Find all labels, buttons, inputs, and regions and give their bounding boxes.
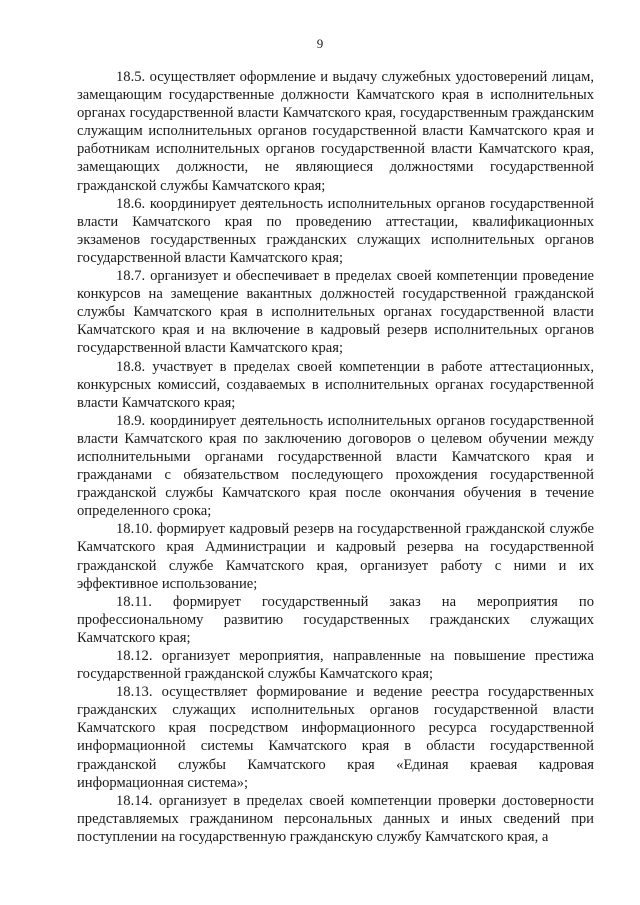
- paragraph-18-11: 18.11. формирует государственный заказ на мероприятия по профессиональному развитию государственных гражданских служащих Камчатского края;: [77, 593, 594, 646]
- paragraph-18-10: 18.10. формирует кадровый резерв на государственной гражданской службе Камчатского края Администрации и кадровый резерва на государственной гражданской службе Камчатского края, организует работу с ними и их эффективное использование;: [77, 521, 594, 592]
- paragraph-18-9: 18.9. координирует деятельность исполнительных органов государственной власти Камчатского края по заключению договоров о целевом обучении между исполнительными органами государственной власти Камчатского края и гражданами с обязательством последующего прохождения государственной гражданской службы Камчатского края после окончания обучения в течение определенного срока;: [77, 412, 594, 520]
- paragraph-18-8: 18.8. участвует в пределах своей компетенции в работе аттестационных, конкурсных комиссий, создаваемых в исполнительных органах государственной власти Камчатского края;: [77, 358, 594, 411]
- paragraph-18-5: 18.5. осуществляет оформление и выдачу служебных удостоверений лицам, замещающим государственные должности Камчатского края в исполнительных органах государственной власти Камчатского края, государственным гражданским служащим исполнительных органов государственной власти Камчатского края и работникам исполнительных органов государственной власти Камчатского края, замещающих должности, не являющиеся должностями государственной гражданской службы Камчатского края;: [77, 69, 594, 194]
- paragraph-18-13: 18.13. осуществляет формирование и ведение реестра государственных гражданских служащих исполнительных органов государственной власти Камчатского края посредством информационного ресурса государственной информационной системы Камчатского края в области государственной гражданской службы Камчатского края «Единая краевая кадровая информационная система»;: [77, 684, 594, 791]
- paragraph-18-6: 18.6. координирует деятельность исполнительных органов государственной власти Камчатского края по проведению аттестации, квалификационных экзаменов государственных гражданских служащих исполнительных органов государственной власти Камчатского края;: [77, 195, 594, 266]
- page-number: 9: [316, 36, 324, 51]
- paragraph-18-12: 18.12. организует мероприятия, направленные на повышение престижа государственной гражданской службы Камчатского края;: [77, 648, 594, 683]
- paragraph-18-14: 18.14. организует в пределах своей компетенции проверки достоверности представляемых гражданином персональных данных и иных сведений при поступлении на государственную гражданскую службу Камчатского края, а: [77, 792, 594, 845]
- paragraph-18-7: 18.7. организует и обеспечивает в пределах своей компетенции проведение конкурсов на замещение вакантных должностей государственной гражданской службы Камчатского края в исполнительных органах государственной власти Камчатского края и на включение в кадровый резерв исполнительных органов государственной власти Камчатского края;: [77, 268, 594, 357]
- document-body: [77, 68, 594, 846]
